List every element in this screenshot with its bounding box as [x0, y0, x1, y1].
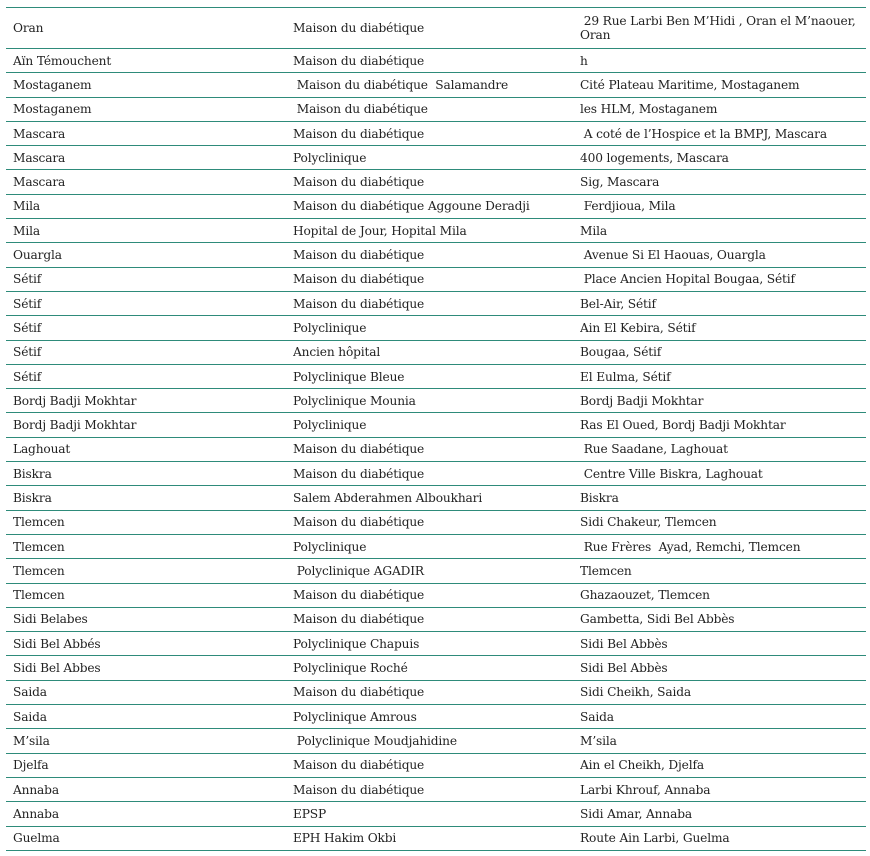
table-row [6, 316, 866, 340]
address-cell: Ras El Oued, Bordj Badji Mokhtar [580, 418, 786, 433]
address-cell: 29 Rue Larbi Ben M’Hidi , Oran el M’naouer, Oran [580, 14, 860, 42]
wilaya-cell: Annaba [13, 806, 59, 821]
table-row [6, 608, 866, 632]
table-row [6, 365, 866, 389]
facility-cell: Polyclinique Moudjahidine [293, 733, 457, 748]
wilaya-cell: Tlemcen [13, 588, 65, 603]
wilaya-cell: Saida [13, 709, 47, 724]
facility-cell: Maison du diabétique [293, 758, 425, 773]
facility-cell: Salem Abderahmen Alboukhari [293, 490, 483, 505]
address-cell: Cité Plateau Maritime, Mostaganem [580, 77, 800, 92]
wilaya-cell: M’sila [13, 733, 50, 748]
wilaya-cell: Sétif [13, 296, 42, 311]
table-row [6, 146, 866, 170]
wilaya-cell: Mostaganem [13, 77, 92, 92]
table-row [6, 656, 866, 680]
table-row [6, 389, 866, 413]
address-cell: Sidi Cheikh, Saida [580, 685, 691, 700]
table-row [6, 827, 866, 851]
address-cell: h [580, 53, 588, 68]
address-cell: Sidi Bel Abbès [580, 636, 668, 651]
address-cell: Sidi Bel Abbès [580, 661, 668, 676]
table-row [6, 243, 866, 267]
wilaya-cell: Tlemcen [13, 539, 65, 554]
facility-cell: Polyclinique Chapuis [293, 636, 420, 651]
wilaya-cell: Saida [13, 685, 47, 700]
table-row [6, 584, 866, 608]
wilaya-cell: Bordj Badji Mokhtar [13, 418, 137, 433]
facility-cell: Polyclinique Mounia [293, 393, 416, 408]
table-row [6, 98, 866, 122]
address-cell: Bel-Air, Sétif [580, 296, 656, 311]
wilaya-cell: Sétif [13, 272, 42, 287]
wilaya-cell: Ouargla [13, 248, 62, 263]
wilaya-cell: Mascara [13, 126, 66, 141]
wilaya-cell: Annaba [13, 782, 59, 797]
facility-cell: Polyclinique Bleue [293, 369, 405, 384]
wilaya-cell: Mostaganem [13, 102, 92, 117]
facility-cell: Maison du diabétique [293, 53, 425, 68]
address-cell: Biskra [580, 490, 619, 505]
wilaya-cell: Sétif [13, 369, 42, 384]
facility-cell: Maison du diabétique [293, 175, 425, 190]
address-cell: Ain el Cheikh, Djelfa [580, 758, 704, 773]
facility-cell: Maison du diabétique [293, 126, 425, 141]
wilaya-cell: Sétif [13, 345, 42, 360]
address-cell: Rue Frères Ayad, Remchi, Tlemcen [580, 539, 801, 554]
wilaya-cell: Sidi Bel Abbes [13, 661, 101, 676]
wilaya-cell: Mila [13, 199, 40, 214]
wilaya-cell: Mascara [13, 175, 66, 190]
wilaya-cell: Mascara [13, 150, 66, 165]
address-cell: Mila [580, 223, 607, 238]
facility-cell: Polyclinique [293, 320, 367, 335]
address-cell: Ain El Kebira, Sétif [580, 320, 696, 335]
facilities-table [6, 7, 866, 851]
table-row [6, 486, 866, 510]
facility-cell: Maison du diabétique [293, 296, 425, 311]
address-cell: Sidi Amar, Annaba [580, 806, 692, 821]
facility-cell: Maison du diabétique [293, 272, 425, 287]
table-row [6, 195, 866, 219]
wilaya-cell: Sidi Belabes [13, 612, 88, 627]
address-cell: Route Ain Larbi, Guelma [580, 831, 730, 846]
table-row [6, 511, 866, 535]
table-row [6, 559, 866, 583]
wilaya-cell: Sidi Bel Abbés [13, 636, 101, 651]
address-cell: Place Ancien Hopital Bougaa, Sétif [580, 272, 795, 287]
wilaya-cell: Djelfa [13, 758, 49, 773]
facility-cell: Maison du diabétique [293, 612, 425, 627]
wilaya-cell: Mila [13, 223, 40, 238]
address-cell: Rue Saadane, Laghouat [580, 442, 728, 457]
wilaya-cell: Biskra [13, 490, 52, 505]
table-row [6, 681, 866, 705]
address-cell: les HLM, Mostaganem [580, 102, 718, 117]
wilaya-cell: Laghouat [13, 442, 71, 457]
table-row [6, 705, 866, 729]
facility-cell: Maison du diabétique [293, 685, 425, 700]
facility-cell: Polyclinique Amrous [293, 709, 417, 724]
facility-cell: EPH Hakim Okbi [293, 831, 397, 846]
address-cell: El Eulma, Sétif [580, 369, 671, 384]
wilaya-cell: Tlemcen [13, 563, 65, 578]
wilaya-cell: Sétif [13, 320, 42, 335]
facility-cell: Maison du diabétique [293, 588, 425, 603]
address-cell: Avenue Si El Haouas, Ouargla [580, 248, 766, 263]
facility-cell: Maison du diabétique [293, 248, 425, 263]
table-row [6, 122, 866, 146]
facility-cell: Maison du diabétique Salamandre [293, 77, 509, 92]
address-cell: M’sila [580, 733, 617, 748]
table-row [6, 292, 866, 316]
facility-cell: Polyclinique [293, 150, 367, 165]
table-row [6, 268, 866, 292]
table-row [6, 802, 866, 826]
table-row [6, 462, 866, 486]
facility-cell: Maison du diabétique [293, 442, 425, 457]
wilaya-cell: Aïn Témouchent [13, 53, 112, 68]
facility-cell: Hopital de Jour, Hopital Mila [293, 223, 467, 238]
address-cell: Centre Ville Biskra, Laghouat [580, 466, 763, 481]
table-row [6, 535, 866, 559]
table-row [6, 73, 866, 97]
table-row [6, 438, 866, 462]
table-row [6, 219, 866, 243]
wilaya-cell: Oran [13, 21, 44, 35]
table-row [6, 49, 866, 73]
address-cell: Sig, Mascara [580, 175, 660, 190]
address-cell: Bordj Badji Mokhtar [580, 393, 704, 408]
table-row [6, 778, 866, 802]
table-row [6, 729, 866, 753]
wilaya-cell: Bordj Badji Mokhtar [13, 393, 137, 408]
address-cell: Gambetta, Sidi Bel Abbès [580, 612, 735, 627]
table-row [6, 754, 866, 778]
table-row [6, 8, 866, 49]
facility-cell: Maison du diabétique [293, 466, 425, 481]
facility-cell: Maison du diabétique [293, 102, 428, 117]
facility-cell: Polyclinique [293, 418, 367, 433]
table-row [6, 632, 866, 656]
address-cell: Saida [580, 709, 614, 724]
facility-cell: Maison du diabétique [293, 21, 425, 35]
facility-cell: Maison du diabétique [293, 782, 425, 797]
facility-cell: Polyclinique AGADIR [293, 563, 424, 578]
address-cell: 400 logements, Mascara [580, 150, 729, 165]
address-cell: Ferdjioua, Mila [580, 199, 676, 214]
wilaya-cell: Tlemcen [13, 515, 65, 530]
facility-cell: Polyclinique [293, 539, 367, 554]
table-row [6, 413, 866, 437]
facility-cell: Polyclinique Roché [293, 661, 408, 676]
wilaya-cell: Guelma [13, 831, 60, 846]
address-cell: Sidi Chakeur, Tlemcen [580, 515, 717, 530]
wilaya-cell: Biskra [13, 466, 52, 481]
address-cell: Tlemcen [580, 563, 632, 578]
address-cell: Ghazaouzet, Tlemcen [580, 588, 710, 603]
facility-cell: EPSP [293, 806, 327, 821]
address-cell: Bougaa, Sétif [580, 345, 662, 360]
address-cell: A coté de l’Hospice et la BMPJ, Mascara [580, 126, 827, 141]
table-row [6, 170, 866, 194]
facility-cell: Maison du diabétique Aggoune Deradji [293, 199, 530, 214]
table-row [6, 341, 866, 365]
address-cell: Larbi Khrouf, Annaba [580, 782, 711, 797]
facility-cell: Ancien hôpital [293, 345, 381, 360]
facility-cell: Maison du diabétique [293, 515, 425, 530]
